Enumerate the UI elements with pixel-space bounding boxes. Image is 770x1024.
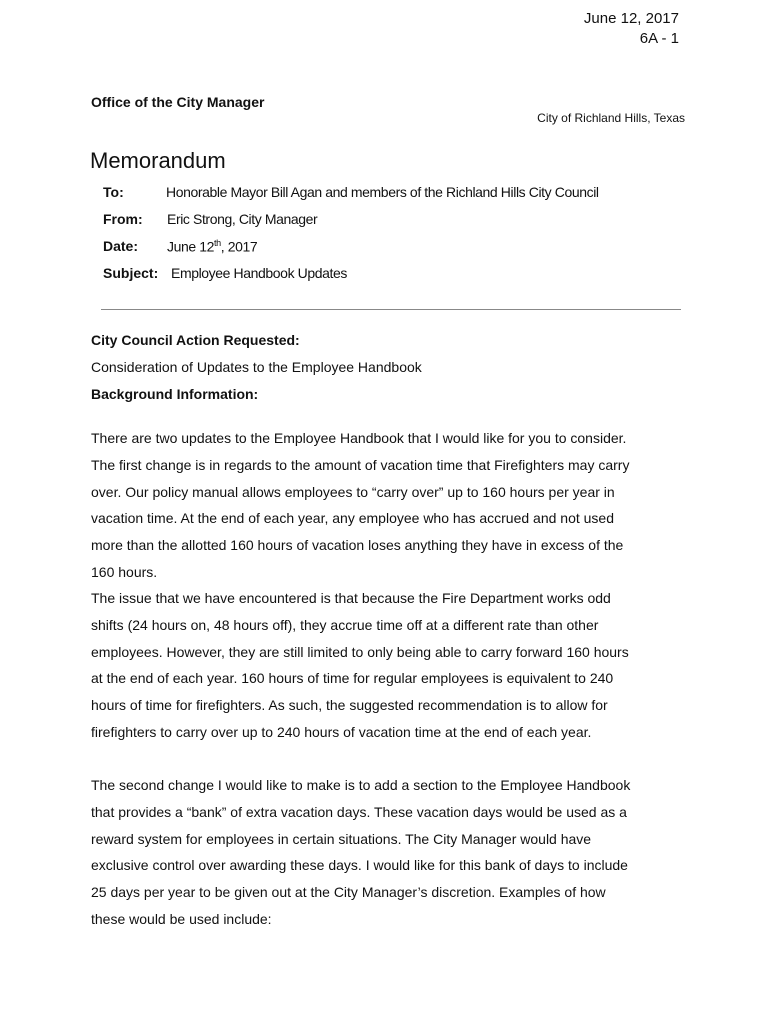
paragraph-line: The first change is in regards to the amount of vacation time that Firefighters may carry (91, 456, 630, 473)
paragraph-line: exclusive control over awarding these days. I would like for this bank of days to include (91, 857, 628, 874)
action-heading: City Council Action Requested: (91, 332, 300, 348)
paragraph-line: 160 hours. (91, 563, 158, 580)
header-divider (101, 309, 681, 310)
paragraph-line: firefighters to carry over up to 240 hours of vacation time at the end of each year. (91, 723, 592, 740)
paragraph-line: hours of time for firefighters. As such, the suggested recommendation is to allow for (91, 697, 608, 714)
subject-value: Employee Handbook Updates (171, 265, 348, 281)
paragraph-line: 25 days per year to be given out at the City Manager’s discretion. Examples of how (91, 884, 606, 901)
office-title: Office of the City Manager (91, 94, 265, 110)
paragraph-line: over. Our policy manual allows employees to “carry over” up to 160 hours per year in (91, 483, 615, 500)
to-value: Honorable Mayor Bill Agan and members of the Richland Hills City Council (166, 184, 599, 200)
from-value: Eric Strong, City Manager (167, 211, 318, 227)
paragraph-line: these would be used include: (91, 910, 272, 927)
paragraph-line: vacation time. At the end of each year, any employee who has accrued and not used (91, 510, 615, 527)
from-label: From: (103, 211, 143, 227)
paragraph-line: reward system for employees in certain situations. The City Manager would have (91, 830, 592, 847)
date-label: Date: (103, 238, 139, 254)
paragraph-line: more than the allotted 160 hours of vacation loses anything they have in excess of the (91, 537, 624, 554)
date-value-year: , 2017 (220, 238, 258, 255)
subject-label: Subject: (103, 265, 159, 281)
memo-title: Memorandum (90, 148, 226, 173)
paragraph-line: There are two updates to the Employee Handbook that I would like for you to consider. (91, 430, 627, 446)
header-date: June 12, 2017 (583, 10, 679, 27)
paragraph-line: The issue that we have encountered is that because the Fire Department works odd (91, 590, 611, 606)
to-label: To: (103, 184, 124, 200)
paragraph-line: The second change I would like to make is to add a section to the Employee Handbook (91, 777, 631, 793)
date-value-ordinal: th (214, 238, 221, 248)
paragraph-line: at the end of each year. 160 hours of time for regular employees is equivalent to 240 (91, 670, 614, 687)
city-name: City of Richland Hills, Texas (537, 111, 685, 125)
paragraph-1 (91, 425, 691, 586)
action-text: Consideration of Updates to the Employee Handbook (91, 359, 422, 375)
date-value-main: June 12 (167, 238, 215, 255)
background-heading: Background Information: (91, 386, 259, 402)
header-agenda-code: 6A - 1 (639, 30, 679, 47)
paragraph-line: employees. However, they are still limited to only being able to carry forward 160 hours (91, 643, 629, 660)
paragraph-line: that provides a “bank” of extra vacation days. These vacation days would be used as a (91, 803, 627, 820)
paragraph-2 (91, 585, 691, 746)
paragraph-line: shifts (24 hours on, 48 hours off), they accrue time off at a different rate than other (91, 616, 599, 633)
date-value (167, 238, 257, 255)
paragraph-3 (91, 772, 691, 933)
